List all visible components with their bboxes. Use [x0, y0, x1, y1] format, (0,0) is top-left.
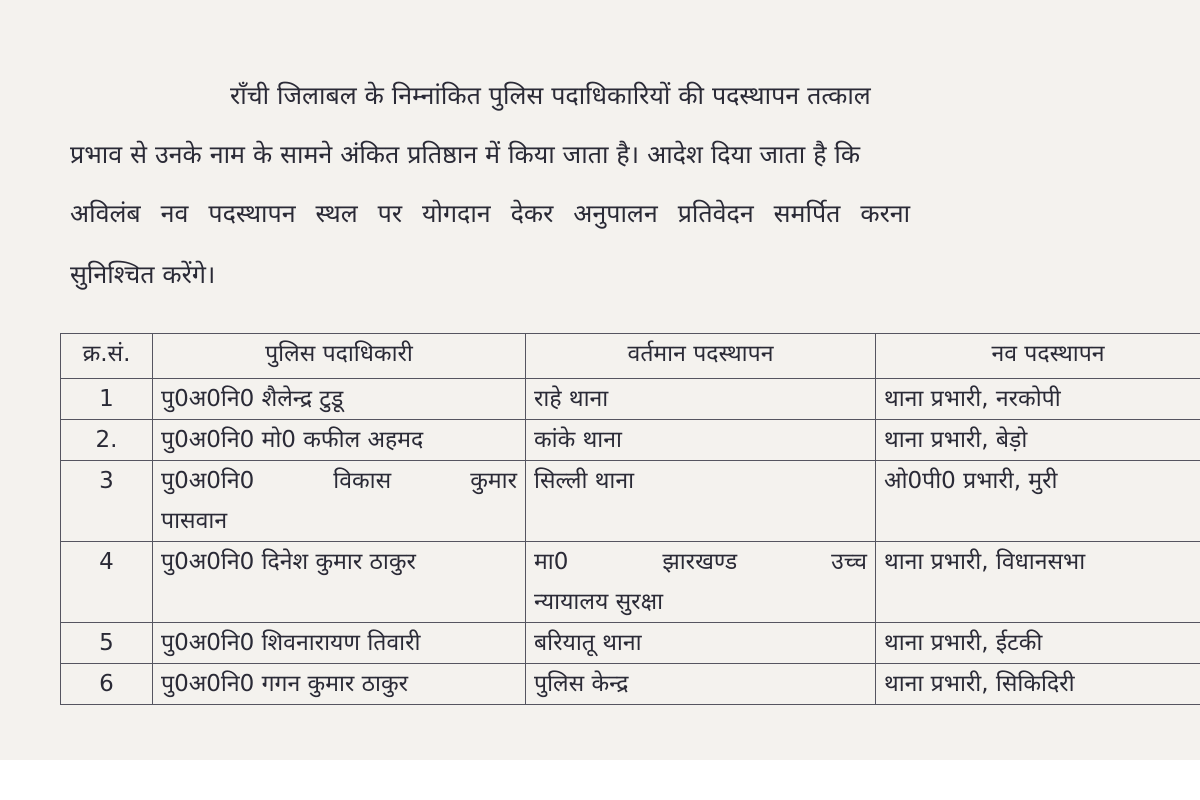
header-serial-number: क्र.सं. [61, 334, 153, 379]
officer-name: पु0अ0नि0 शिवनारायण तिवारी [153, 623, 526, 664]
officer-name-part: कुमार [470, 468, 517, 494]
officer-name [153, 461, 526, 542]
officer-name-part: विकास [333, 468, 392, 494]
officer-name: पु0अ0नि0 शैलेन्द्र टुडू [153, 379, 526, 420]
officer-name-line-1 [161, 461, 517, 501]
serial-number: 6 [61, 664, 153, 705]
order-paragraph-line-1: राँची जिलाबल के निम्नांकित पुलिस पदाधिकारियों की पदस्थापन तत्काल [230, 81, 871, 110]
header-current-posting: वर्तमान पदस्थापन [526, 334, 876, 379]
serial-number: 2. [61, 420, 153, 461]
officer-name: पु0अ0नि0 मो0 कफील अहमद [153, 420, 526, 461]
posting-table [60, 333, 1200, 705]
new-posting: थाना प्रभारी, ईटकी [876, 623, 1200, 664]
current-posting: कांके थाना [526, 420, 876, 461]
current-posting: सिल्ली थाना [526, 461, 876, 542]
current-posting-line-2: न्यायालय सुरक्षा [534, 589, 664, 615]
new-posting: थाना प्रभारी, बेड़ो [876, 420, 1200, 461]
order-paragraph-line-2: प्रभाव से उनके नाम के सामने अंकित प्रतिष्ठान में किया जाता है। आदेश दिया जाता है कि [70, 140, 861, 169]
serial-number: 5 [61, 623, 153, 664]
current-posting-part: उच्च [831, 549, 867, 575]
table-row [61, 461, 1200, 542]
table-row [61, 542, 1200, 623]
current-posting: पुलिस केन्द्र [526, 664, 876, 705]
new-posting: ओ0पी0 प्रभारी, मुरी [876, 461, 1200, 542]
serial-number: 3 [61, 461, 153, 542]
new-posting: थाना प्रभारी, सिकिदिरी [876, 664, 1200, 705]
current-posting-part: मा0 [534, 549, 569, 575]
current-posting [526, 542, 876, 623]
table-row [61, 623, 1200, 664]
current-posting-line-1 [534, 542, 867, 582]
current-posting: राहे थाना [526, 379, 876, 420]
order-paragraph-line-3: अविलंब नव पदस्थापन स्थल पर योगदान देकर अनुपालन प्रतिवेदन समर्पित करना [70, 199, 911, 228]
table-row [61, 664, 1200, 705]
table-row [61, 379, 1200, 420]
order-paragraph-line-4: सुनिश्चित करेंगे। [70, 260, 216, 289]
serial-number: 4 [61, 542, 153, 623]
table-row [61, 420, 1200, 461]
officer-name: पु0अ0नि0 गगन कुमार ठाकुर [153, 664, 526, 705]
header-new-posting: नव पदस्थापन [876, 334, 1200, 379]
officer-name-part: पु0अ0नि0 [161, 468, 255, 494]
serial-number: 1 [61, 379, 153, 420]
officer-name: पु0अ0नि0 दिनेश कुमार ठाकुर [153, 542, 526, 623]
officer-name-line-2: पासवान [161, 508, 228, 534]
current-posting-part: झारखण्ड [662, 549, 738, 575]
table-header-row [61, 334, 1200, 379]
new-posting: थाना प्रभारी, विधानसभा [876, 542, 1200, 623]
header-police-officer: पुलिस पदाधिकारी [153, 334, 526, 379]
current-posting: बरियातू थाना [526, 623, 876, 664]
new-posting: थाना प्रभारी, नरकोपी [876, 379, 1200, 420]
